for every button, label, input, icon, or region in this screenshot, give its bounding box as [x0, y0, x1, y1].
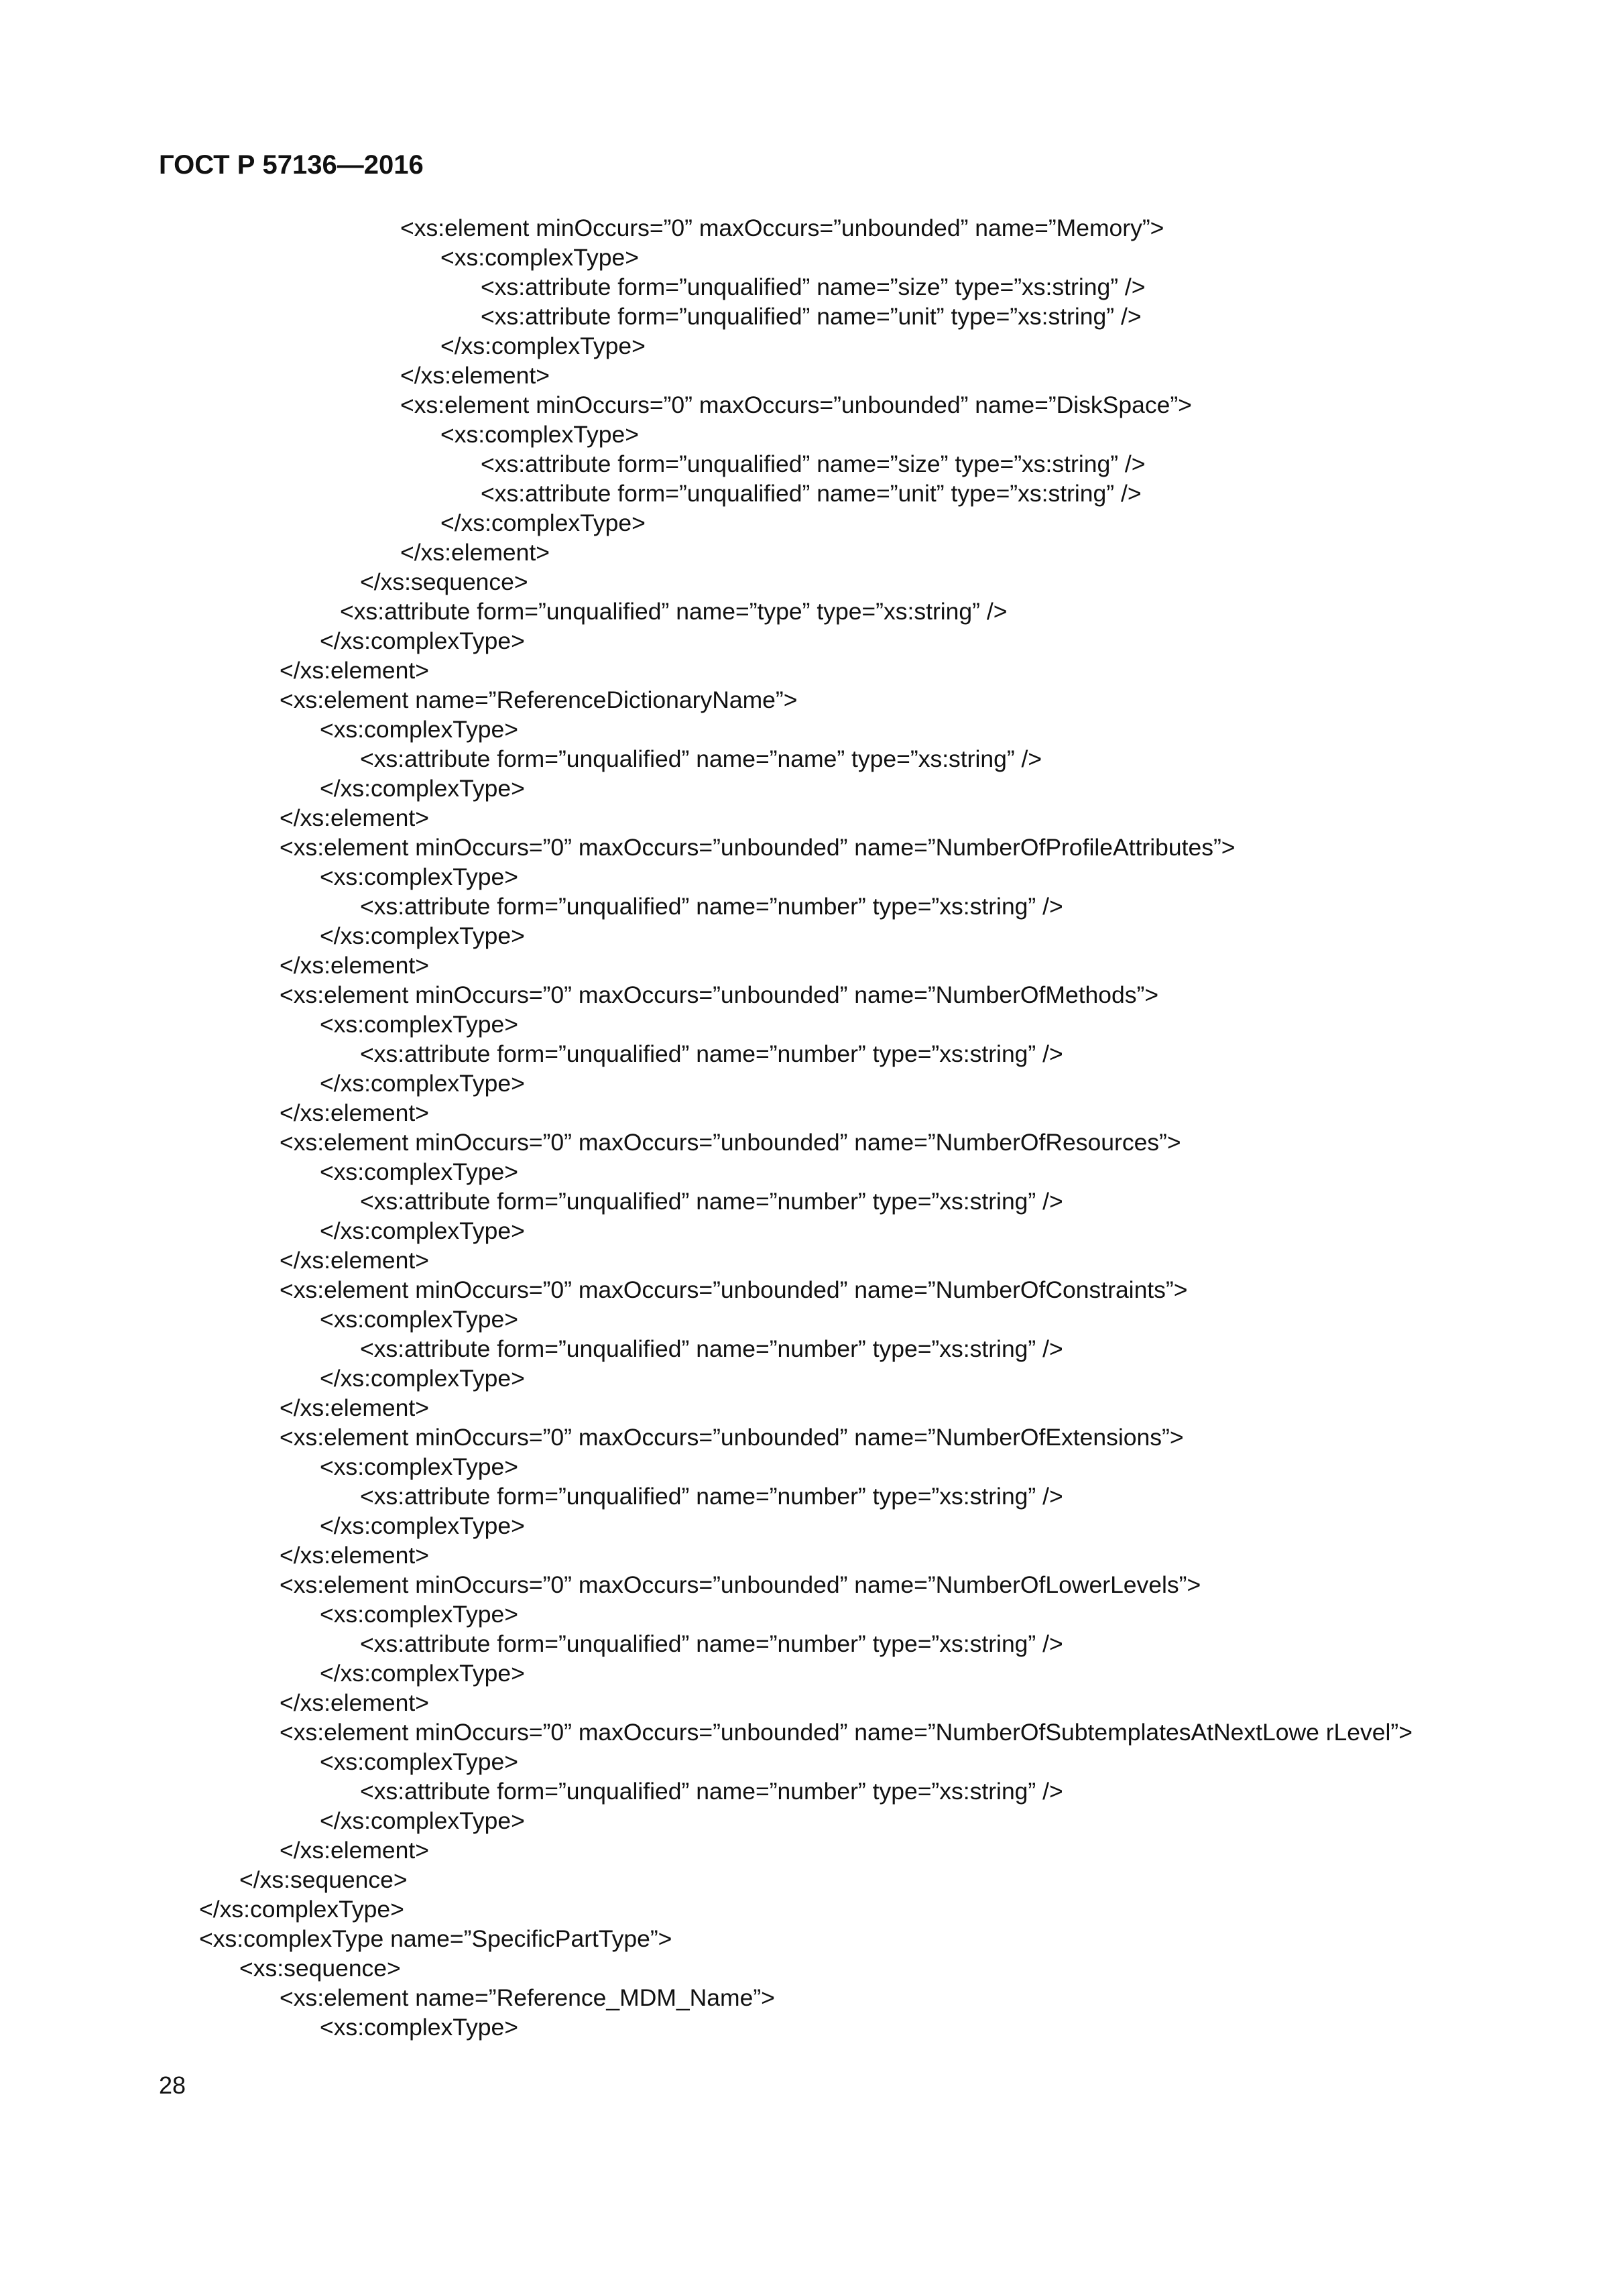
code-line [0, 272, 1623, 302]
code-line-text: </xs:element> [400, 539, 550, 566]
code-line-text: </xs:element> [280, 804, 429, 831]
code-line-text: </xs:complexType> [320, 775, 525, 802]
code-line-text: <xs:attribute form=”unqualified” name=”type” type=”xs:string” /> [340, 598, 1008, 625]
code-line-text: <xs:sequence> [239, 1955, 401, 1982]
code-line-text: <xs:element name=”Reference_MDM_Name”> [280, 1984, 775, 2011]
code-line-text: <xs:element minOccurs=”0” maxOccurs=”unbounded” name=”NumberOfSubtemplatesAtNextLowe rLevel”> [280, 1719, 1412, 1746]
code-line [0, 1806, 1623, 1835]
code-line-text: <xs:element minOccurs=”0” maxOccurs=”unbounded” name=”NumberOfMethods”> [280, 981, 1159, 1008]
code-line-text: </xs:sequence> [360, 568, 528, 595]
code-line [0, 420, 1623, 449]
code-line-text: <xs:complexType> [320, 863, 518, 890]
code-line [0, 1599, 1623, 1629]
code-line-text: <xs:attribute form=”unqualified” name=”number” type=”xs:string” /> [360, 893, 1063, 920]
code-line-text: </xs:sequence> [239, 1866, 408, 1893]
code-line [0, 1747, 1623, 1776]
code-line-text: <xs:attribute form=”unqualified” name=”name” type=”xs:string” /> [360, 745, 1042, 772]
code-line-text: <xs:element minOccurs=”0” maxOccurs=”unbounded” name=”Memory”> [400, 215, 1164, 241]
code-line [0, 803, 1623, 833]
code-line-text: <xs:element minOccurs=”0” maxOccurs=”unbounded” name=”NumberOfProfileAttributes”> [280, 834, 1236, 861]
code-line [0, 1511, 1623, 1540]
code-line-text: <xs:attribute form=”unqualified” name=”number” type=”xs:string” /> [360, 1630, 1063, 1657]
code-line [0, 331, 1623, 361]
code-line [0, 1924, 1623, 1953]
code-line [0, 980, 1623, 1010]
code-line-text: <xs:complexType> [320, 1453, 518, 1480]
code-line-text: </xs:element> [280, 1099, 429, 1126]
code-line [0, 1776, 1623, 1806]
code-line-text: </xs:element> [280, 952, 429, 979]
code-line-text: </xs:complexType> [320, 627, 525, 654]
code-line [0, 1452, 1623, 1482]
code-line-text: </xs:element> [280, 1689, 429, 1716]
code-line-text: </xs:complexType> [320, 1217, 525, 1244]
code-line [0, 833, 1623, 862]
code-line [0, 1865, 1623, 1894]
code-line [0, 1305, 1623, 1334]
code-line [0, 744, 1623, 774]
code-line-text: </xs:complexType> [320, 1512, 525, 1539]
code-line [0, 921, 1623, 951]
code-line [0, 1216, 1623, 1246]
code-line [0, 1482, 1623, 1511]
code-line-text: <xs:attribute form=”unqualified” name=”size” type=”xs:string” /> [481, 274, 1146, 300]
code-line [0, 1688, 1623, 1717]
code-line [0, 508, 1623, 538]
code-line [0, 479, 1623, 508]
code-line [0, 1069, 1623, 1098]
code-line [0, 538, 1623, 567]
code-line [0, 1983, 1623, 2012]
code-line-text: <xs:attribute form=”unqualified” name=”number” type=”xs:string” /> [360, 1335, 1063, 1362]
code-line-text: </xs:complexType> [320, 1660, 525, 1687]
code-line-text: <xs:complexType> [320, 1748, 518, 1775]
code-line-text: <xs:attribute form=”unqualified” name=”number” type=”xs:string” /> [360, 1778, 1063, 1805]
code-line [0, 1334, 1623, 1364]
code-line [0, 1393, 1623, 1423]
code-line-text: </xs:element> [280, 1247, 429, 1274]
code-line-text: </xs:element> [400, 362, 550, 389]
code-line [0, 1953, 1623, 1983]
code-line-text: <xs:element minOccurs=”0” maxOccurs=”unbounded” name=”NumberOfExtensions”> [280, 1424, 1184, 1451]
code-line [0, 1629, 1623, 1658]
code-line-text: <xs:element minOccurs=”0” maxOccurs=”unbounded” name=”NumberOfConstraints”> [280, 1276, 1188, 1303]
page-header-title: ГОСТ Р 57136—2016 [159, 150, 424, 180]
code-line [0, 774, 1623, 803]
code-line-text: <xs:complexType> [320, 1158, 518, 1185]
code-line-text: <xs:attribute form=”unqualified” name=”unit” type=”xs:string” /> [481, 303, 1142, 330]
code-line-text: <xs:complexType> [440, 421, 639, 448]
code-line [0, 361, 1623, 390]
code-line-text: </xs:complexType> [440, 509, 646, 536]
code-line [0, 597, 1623, 626]
code-line [0, 1894, 1623, 1924]
code-line [0, 1540, 1623, 1570]
code-line [0, 243, 1623, 272]
code-line-text: <xs:complexType name=”SpecificPartType”> [199, 1925, 672, 1952]
code-line [0, 1570, 1623, 1599]
code-line-text: </xs:complexType> [320, 1807, 525, 1834]
code-line-text: </xs:element> [280, 1394, 429, 1421]
code-line-text: </xs:element> [280, 657, 429, 684]
code-line [0, 1423, 1623, 1452]
code-line-text: </xs:complexType> [320, 1070, 525, 1097]
code-line [0, 656, 1623, 685]
code-line [0, 302, 1623, 331]
code-line-text: <xs:attribute form=”unqualified” name=”size” type=”xs:string” /> [481, 450, 1146, 477]
code-line [0, 1275, 1623, 1305]
code-line-text: <xs:attribute form=”unqualified” name=”number” type=”xs:string” /> [360, 1040, 1063, 1067]
code-line-text: </xs:complexType> [320, 922, 525, 949]
code-line-text: </xs:element> [280, 1542, 429, 1569]
code-line [0, 1835, 1623, 1865]
code-line [0, 1658, 1623, 1688]
code-line [0, 1246, 1623, 1275]
code-line-text: <xs:element name=”ReferenceDictionaryName”> [280, 686, 798, 713]
code-line [0, 390, 1623, 420]
code-line-text: </xs:complexType> [199, 1896, 404, 1923]
code-line-text: <xs:element minOccurs=”0” maxOccurs=”unbounded” name=”NumberOfResources”> [280, 1129, 1181, 1156]
code-line [0, 1364, 1623, 1393]
code-line [0, 1187, 1623, 1216]
code-line [0, 685, 1623, 715]
code-line-text: <xs:complexType> [440, 244, 639, 271]
code-line [0, 1717, 1623, 1747]
code-line [0, 2012, 1623, 2042]
code-line [0, 862, 1623, 892]
code-line [0, 626, 1623, 656]
code-line [0, 567, 1623, 597]
code-line-text: <xs:element minOccurs=”0” maxOccurs=”unbounded” name=”NumberOfLowerLevels”> [280, 1571, 1201, 1598]
code-line-text: <xs:attribute form=”unqualified” name=”number” type=”xs:string” /> [360, 1188, 1063, 1215]
code-line [0, 213, 1623, 243]
code-line [0, 1039, 1623, 1069]
code-line-text: <xs:complexType> [320, 1306, 518, 1333]
code-line [0, 1098, 1623, 1128]
code-line-text: </xs:complexType> [320, 1365, 525, 1392]
code-line [0, 715, 1623, 744]
page-number: 28 [159, 2071, 186, 2099]
code-line [0, 1010, 1623, 1039]
code-line [0, 449, 1623, 479]
code-line-text: <xs:element minOccurs=”0” maxOccurs=”unbounded” name=”DiskSpace”> [400, 391, 1192, 418]
code-line-text: <xs:complexType> [320, 1601, 518, 1628]
code-line-text: </xs:element> [280, 1837, 429, 1864]
code-line [0, 1157, 1623, 1187]
code-line-text: </xs:complexType> [440, 333, 646, 359]
code-line-text: <xs:complexType> [320, 2014, 518, 2041]
code-line [0, 892, 1623, 921]
code-line-text: <xs:complexType> [320, 716, 518, 743]
code-line [0, 1128, 1623, 1157]
xml-schema-code-block [0, 213, 1623, 2042]
code-line-text: <xs:attribute form=”unqualified” name=”unit” type=”xs:string” /> [481, 480, 1142, 507]
code-line [0, 951, 1623, 980]
code-line-text: <xs:complexType> [320, 1011, 518, 1038]
code-line-text: <xs:attribute form=”unqualified” name=”number” type=”xs:string” /> [360, 1483, 1063, 1510]
